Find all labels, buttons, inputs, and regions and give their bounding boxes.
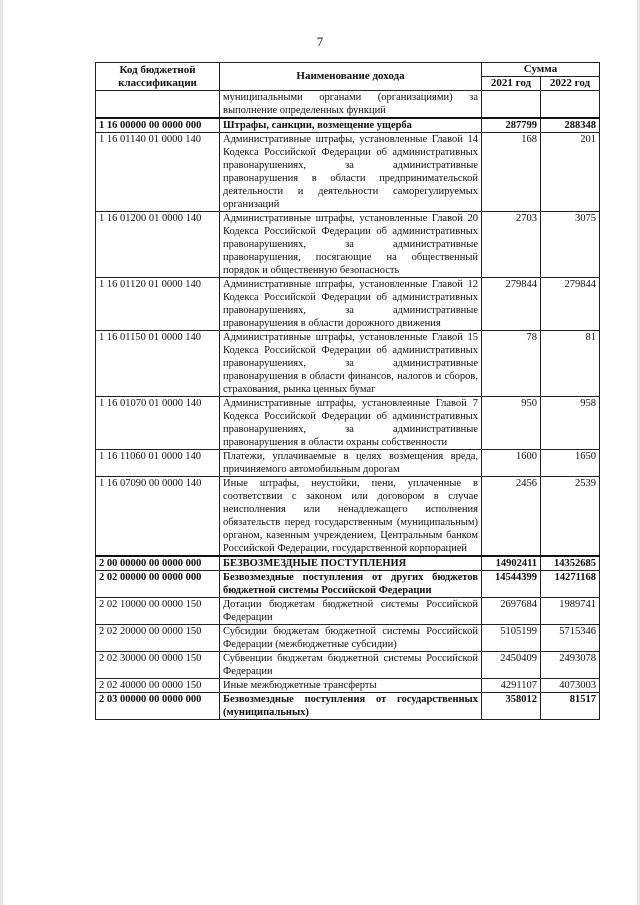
row-value-2021: 4291107 bbox=[482, 679, 541, 693]
row-value-2021: 287799 bbox=[482, 118, 541, 133]
row-name: муниципальными органами (организациями) за выполнение определенных функций bbox=[220, 91, 482, 119]
row-value-2021: 1600 bbox=[482, 450, 541, 477]
row-value-2022: 288348 bbox=[541, 118, 600, 133]
table-body bbox=[96, 91, 600, 720]
row-value-2021: 950 bbox=[482, 397, 541, 450]
table-row bbox=[96, 625, 600, 652]
row-value-2022: 1650 bbox=[541, 450, 600, 477]
row-value-2021: 358012 bbox=[482, 693, 541, 720]
row-value-2021: 2697684 bbox=[482, 598, 541, 625]
table-row bbox=[96, 278, 600, 331]
row-value-2022: 2539 bbox=[541, 477, 600, 557]
row-value-2022: 4073003 bbox=[541, 679, 600, 693]
row-code: 2 02 30000 00 0000 150 bbox=[96, 652, 220, 679]
row-name: Субсидии бюджетам бюджетной системы Российской Федерации (межбюджетные субсидии) bbox=[220, 625, 482, 652]
row-name: Административные штрафы, установленные Главой 12 Кодекса Российской Федерации об административных правонарушениях, за административные правонарушения в области дорожного движения bbox=[220, 278, 482, 331]
row-name: Безвозмездные поступления от государственных (муниципальных) bbox=[220, 693, 482, 720]
row-value-2021: 279844 bbox=[482, 278, 541, 331]
table-header bbox=[96, 63, 600, 91]
row-value-2021: 5105199 bbox=[482, 625, 541, 652]
row-code: 1 16 01120 01 0000 140 bbox=[96, 278, 220, 331]
row-value-2021: 78 bbox=[482, 331, 541, 397]
row-name: Платежи, уплачиваемые в целях возмещения вреда, причиняемого автомобильным дорогам bbox=[220, 450, 482, 477]
header-year-2022: 2022 год bbox=[541, 77, 600, 91]
table-row bbox=[96, 556, 600, 571]
row-value-2022: 14352685 bbox=[541, 556, 600, 571]
table-row bbox=[96, 477, 600, 557]
row-value-2022: 3075 bbox=[541, 212, 600, 278]
row-value-2021: 2450409 bbox=[482, 652, 541, 679]
page-number: 7 bbox=[316, 34, 324, 49]
row-code: 2 02 00000 00 0000 000 bbox=[96, 571, 220, 598]
revenue-table bbox=[95, 62, 600, 720]
row-name: БЕЗВОЗМЕЗДНЫЕ ПОСТУПЛЕНИЯ bbox=[220, 556, 482, 571]
row-code: 2 03 00000 00 0000 000 bbox=[96, 693, 220, 720]
row-value-2021: 2456 bbox=[482, 477, 541, 557]
row-value-2021: 14544399 bbox=[482, 571, 541, 598]
scan-edge-left bbox=[0, 0, 3, 905]
row-value-2022: 958 bbox=[541, 397, 600, 450]
row-code: 1 16 01070 01 0000 140 bbox=[96, 397, 220, 450]
row-name: Иные межбюджетные трансферты bbox=[220, 679, 482, 693]
row-value-2021: 2703 bbox=[482, 212, 541, 278]
row-code: 2 02 10000 00 0000 150 bbox=[96, 598, 220, 625]
row-name: Штрафы, санкции, возмещение ущерба bbox=[220, 118, 482, 133]
row-name: Административные штрафы, установленные Главой 15 Кодекса Российской Федерации об административных правонарушениях, за административные правонарушения в области финансов, налогов и сборов, страхования, рынка ценных бумаг bbox=[220, 331, 482, 397]
table-row bbox=[96, 133, 600, 212]
row-code bbox=[96, 91, 220, 119]
table-row bbox=[96, 652, 600, 679]
row-code: 1 16 01140 01 0000 140 bbox=[96, 133, 220, 212]
row-code: 1 16 07090 00 0000 140 bbox=[96, 477, 220, 557]
table-row bbox=[96, 212, 600, 278]
row-code: 2 02 40000 00 0000 150 bbox=[96, 679, 220, 693]
header-sum: Сумма bbox=[482, 63, 600, 77]
table-row bbox=[96, 693, 600, 720]
row-name: Административные штрафы, установленные Главой 14 Кодекса Российской Федерации об административных правонарушениях, за административные правонарушения в области предпринимательской деятельности и деятельности саморегулируемых организаций bbox=[220, 133, 482, 212]
row-code: 1 16 00000 00 0000 000 bbox=[96, 118, 220, 133]
row-value-2021 bbox=[482, 91, 541, 119]
row-value-2022: 5715346 bbox=[541, 625, 600, 652]
row-name: Дотации бюджетам бюджетной системы Российской Федерации bbox=[220, 598, 482, 625]
row-value-2022: 14271168 bbox=[541, 571, 600, 598]
row-value-2022: 1989741 bbox=[541, 598, 600, 625]
table-row bbox=[96, 397, 600, 450]
table-row bbox=[96, 331, 600, 397]
row-value-2022: 279844 bbox=[541, 278, 600, 331]
row-value-2021: 14902411 bbox=[482, 556, 541, 571]
row-code: 1 16 11060 01 0000 140 bbox=[96, 450, 220, 477]
row-name: Административные штрафы, установленные Главой 20 Кодекса Российской Федерации об административных правонарушениях, за административные правонарушения, посягающие на общественный порядок и общественную безопасность bbox=[220, 212, 482, 278]
row-name: Иные штрафы, неустойки, пени, уплаченные в соответствии с законом или договором в случае неисполнения или ненадлежащего исполнения обязательств перед государственным (муниципальным) органом, казенным учреждением, Центральным банком Российской Федерации, государственной корпорацией bbox=[220, 477, 482, 557]
row-code: 1 16 01200 01 0000 140 bbox=[96, 212, 220, 278]
row-code: 2 02 20000 00 0000 150 bbox=[96, 625, 220, 652]
row-value-2022: 81517 bbox=[541, 693, 600, 720]
table-row bbox=[96, 450, 600, 477]
row-value-2022: 81 bbox=[541, 331, 600, 397]
header-code: Код бюджетной классификации bbox=[96, 63, 220, 91]
row-name: Субвенции бюджетам бюджетной системы Российской Федерации bbox=[220, 652, 482, 679]
row-code: 2 00 00000 00 0000 000 bbox=[96, 556, 220, 571]
table-row bbox=[96, 679, 600, 693]
header-year-2021: 2021 год bbox=[482, 77, 541, 91]
row-value-2022: 2493078 bbox=[541, 652, 600, 679]
row-value-2021: 168 bbox=[482, 133, 541, 212]
row-value-2022 bbox=[541, 91, 600, 119]
row-code: 1 16 01150 01 0000 140 bbox=[96, 331, 220, 397]
table-row bbox=[96, 598, 600, 625]
table-row bbox=[96, 91, 600, 119]
row-name: Административные штрафы, установленные Главой 7 Кодекса Российской Федерации об административных правонарушениях, за административные правонарушения в области охраны собственности bbox=[220, 397, 482, 450]
table-row bbox=[96, 571, 600, 598]
table-row bbox=[96, 118, 600, 133]
header-name: Наименование дохода bbox=[220, 63, 482, 91]
row-value-2022: 201 bbox=[541, 133, 600, 212]
row-name: Безвозмездные поступления от других бюджетов бюджетной системы Российской Федерации bbox=[220, 571, 482, 598]
